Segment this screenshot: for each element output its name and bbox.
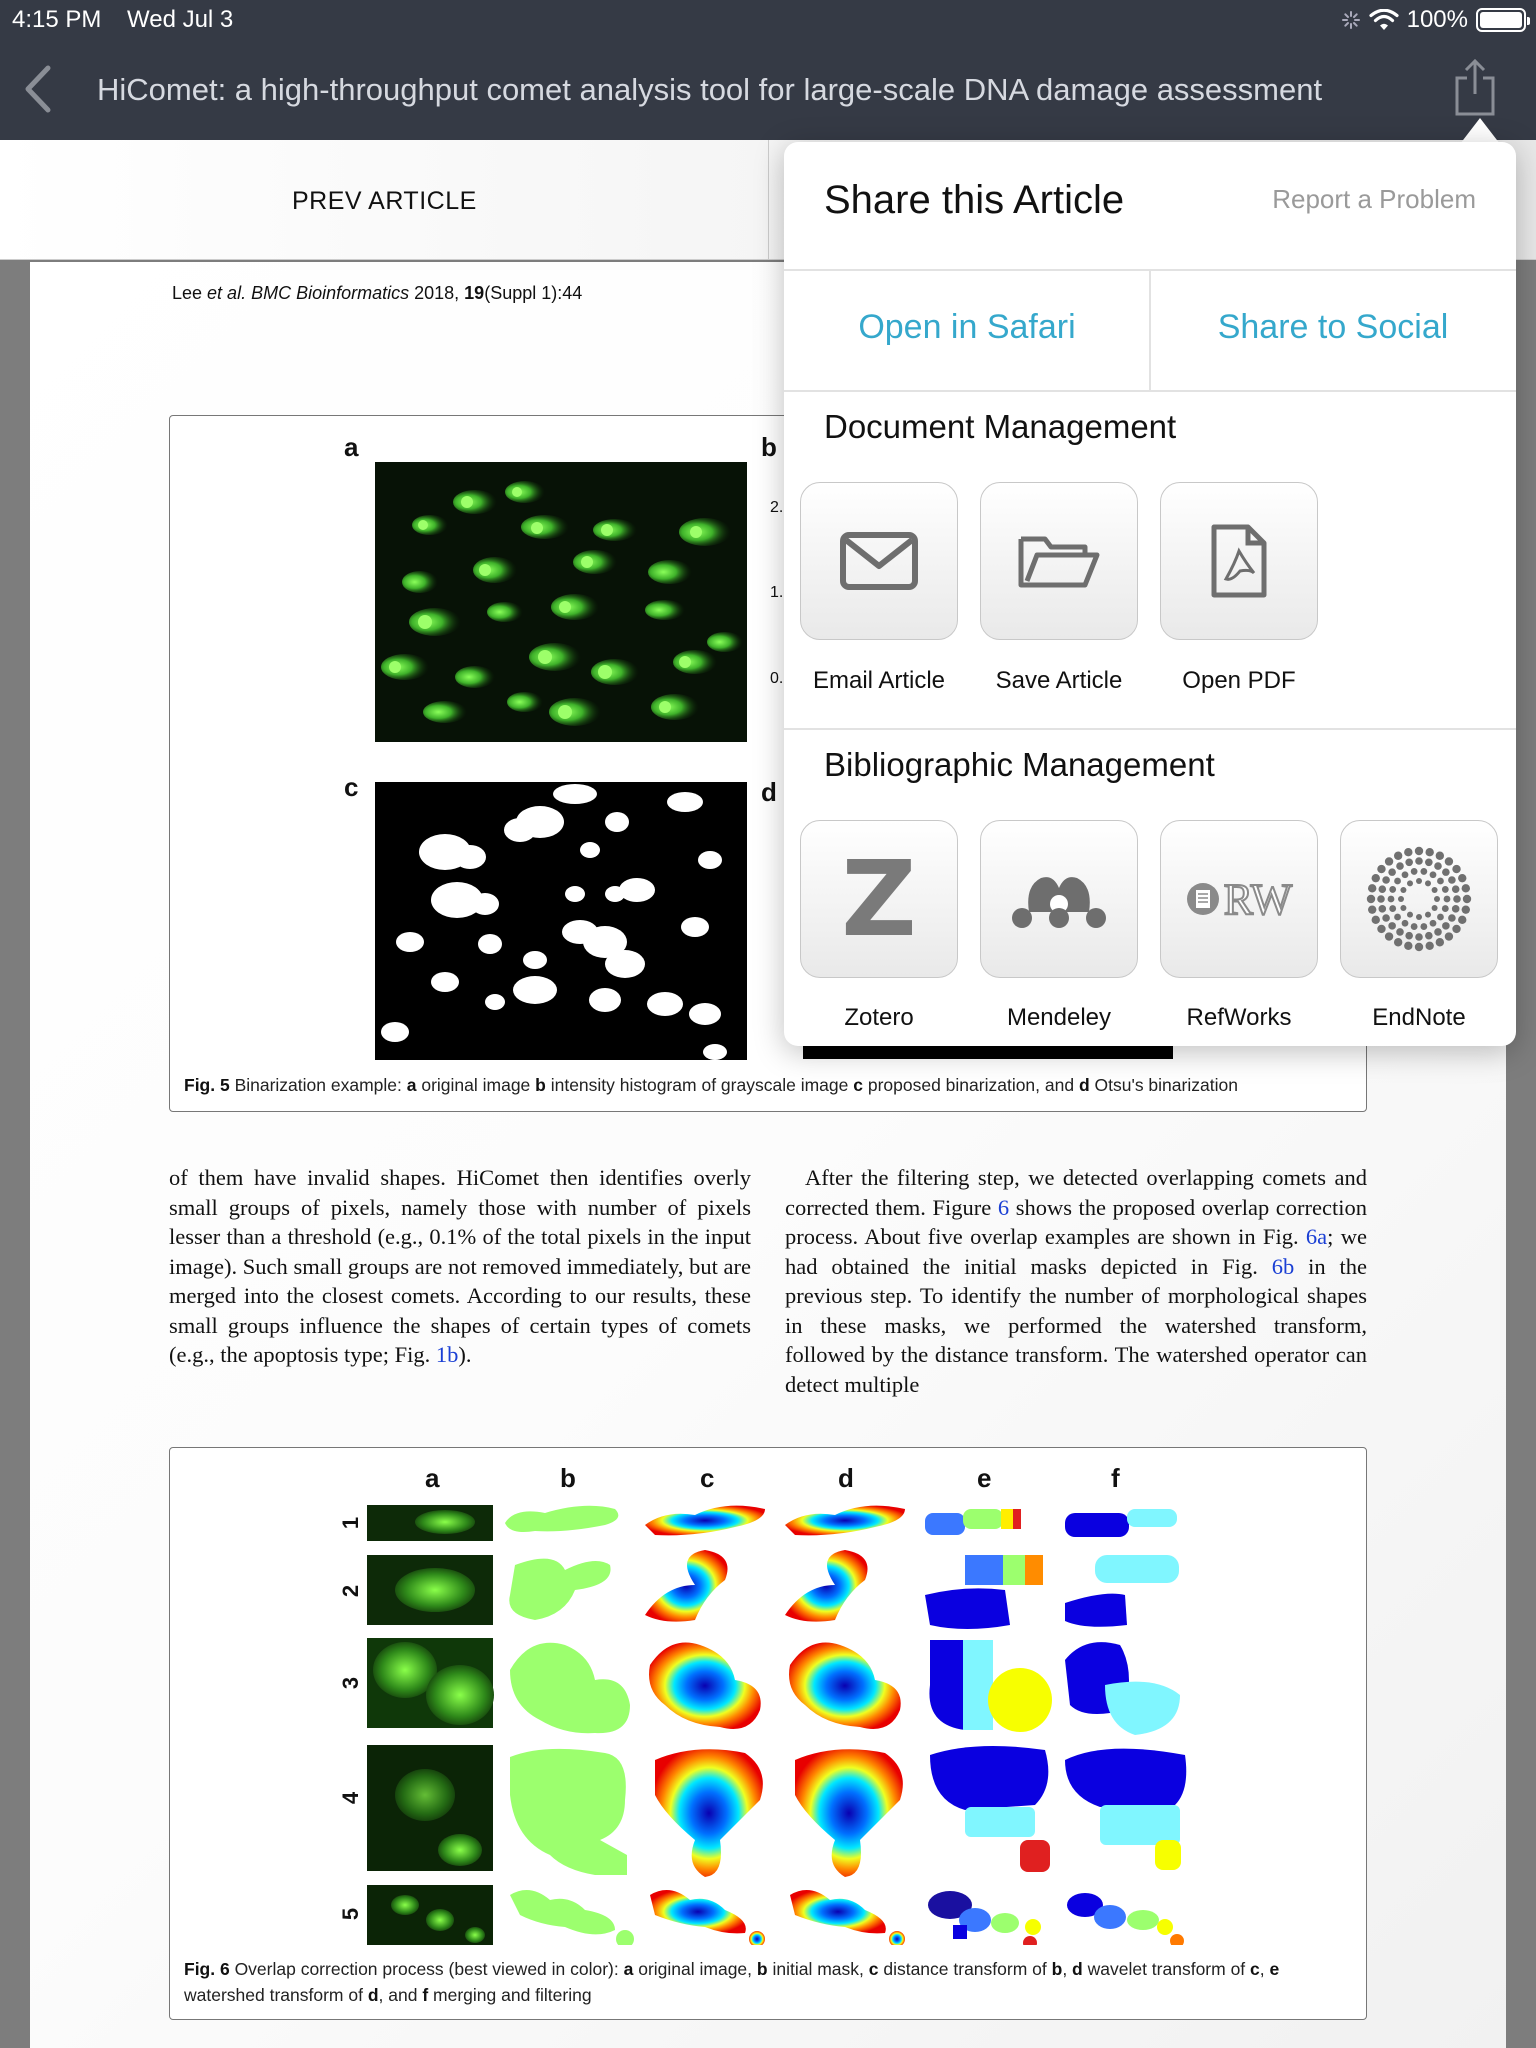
fig6-caption-key: a	[623, 1959, 634, 1979]
fig5-binarized-image	[375, 782, 747, 1060]
fig6-caption-part: ,	[1062, 1959, 1073, 1979]
fig6-caption-part: initial mask,	[767, 1959, 869, 1979]
fig6-caption-key: c	[868, 1959, 879, 1979]
fig6-caption-key: f	[422, 1985, 429, 2005]
fig6-caption-label: Fig. 6	[184, 1959, 230, 1979]
fig6-link[interactable]: 6	[997, 1194, 1010, 1220]
fig5-otsu-image-fragment	[803, 1045, 1173, 1059]
endnote-icon	[1364, 844, 1474, 954]
fig5-tick-3: 0.	[770, 670, 784, 687]
nav-divider	[768, 140, 769, 260]
fig5-letter-c: c	[344, 772, 359, 802]
fig5-caption-parts	[407, 1075, 1238, 1095]
fig5-caption-part: original image	[416, 1075, 536, 1095]
fig6-row-5: 5	[338, 1907, 364, 1921]
right-col-text-1: After the filtering step, we detected overlapping comets and corrected them. Figure	[785, 1165, 1367, 1220]
mendeley-button[interactable]	[980, 820, 1138, 978]
save-article-label: Save Article	[995, 667, 1123, 694]
activity-spinner-icon	[1341, 10, 1361, 30]
fig6-row-1: 1	[338, 1516, 364, 1530]
running-head	[172, 283, 582, 304]
report-problem-button[interactable]: Report a Problem	[1272, 184, 1476, 214]
running-head-journal: BMC Bioinformatics	[246, 283, 410, 303]
fig5-original-image	[375, 462, 747, 742]
document-management-heading: Document Management	[824, 408, 1177, 445]
endnote-button[interactable]	[1340, 820, 1498, 978]
fig6-caption-part: original image,	[633, 1959, 757, 1979]
fig6-caption-part: ,	[1259, 1959, 1270, 1979]
running-head-etal: et al.	[207, 283, 247, 303]
body-column-right	[785, 1163, 1367, 1399]
wifi-icon	[1369, 9, 1399, 31]
divider	[784, 390, 1516, 392]
fig6-row-2: 2	[338, 1584, 364, 1598]
mendeley-label: Mendeley	[1006, 1004, 1112, 1031]
fig6-panels	[365, 1495, 1195, 1945]
open-in-safari-button[interactable]: Open in Safari	[858, 308, 1076, 346]
running-head-year: 2018,	[409, 283, 465, 303]
status-bar	[0, 0, 1536, 40]
zotero-icon: Z	[841, 838, 917, 960]
running-head-suppl: (Suppl 1):44	[484, 283, 583, 303]
fig5-caption-label: Fig. 5	[184, 1075, 230, 1095]
battery-percent: 100%	[1406, 6, 1468, 33]
status-date: Wed Jul 3	[127, 6, 234, 33]
fig6a-link[interactable]: 6a	[1305, 1224, 1328, 1249]
fig1b-link[interactable]: 1b	[435, 1342, 459, 1367]
fig6-col-b: b	[560, 1463, 576, 1493]
fig6-caption-key: b	[756, 1959, 768, 1979]
body-column-left	[169, 1163, 751, 1370]
running-head-volume: 19	[464, 283, 485, 303]
right-col-text-4: in the previous step. To identify the number of morphological shapes in these masks, we performed the watershed transform, followed by the distance transform. The watershed operator can detect multiple	[785, 1253, 1367, 1397]
fig5-tick-2: 1.	[770, 584, 784, 601]
share-title: Share this Article	[824, 178, 1125, 222]
fig6-caption-part: watershed transform of	[184, 1985, 368, 2005]
fig5-letter-b: b	[761, 432, 777, 462]
share-to-social-button[interactable]: Share to Social	[1217, 308, 1449, 346]
fig5-caption-key: c	[853, 1075, 863, 1095]
fig6-caption-key: e	[1269, 1959, 1280, 1979]
fig6-caption-key: d	[367, 1985, 379, 2005]
fig6-caption-key: c	[1250, 1959, 1260, 1979]
fig6-col-c: c	[700, 1463, 715, 1493]
email-article-button[interactable]	[800, 482, 958, 640]
fig5-letter-a: a	[344, 432, 359, 462]
right-col-text-2: shows the proposed overlap correction process. About five overlap examples are shown in Fig.	[785, 1194, 1367, 1249]
fig6-col-f: f	[1111, 1463, 1120, 1493]
fig6-col-a: a	[425, 1463, 440, 1493]
left-col-text: of them have invalid shapes. HiComet then identifies overly small groups of pixels, namely those with number of pixels lesser than a threshold (e.g., 0.1% of the total pixels in the input image). Such small groups are not removed immediately, but are merged into the closest comets. According to our results, these small groups influence the shapes of certain types of comets (e.g., the apoptosis type; Fig.	[169, 1165, 751, 1367]
folder-icon	[1017, 531, 1101, 591]
share-icon[interactable]	[1452, 58, 1498, 118]
mail-icon	[840, 532, 918, 590]
fig6-caption	[184, 1956, 1314, 2008]
fig6-caption-part: wavelet transform of	[1082, 1959, 1251, 1979]
fig5-caption-key: b	[535, 1075, 546, 1095]
pdf-icon	[1210, 523, 1268, 599]
share-popover	[784, 142, 1516, 1046]
fig5-caption-part: proposed binarization, and	[862, 1075, 1079, 1095]
prev-article-button[interactable]: PREV ARTICLE	[292, 187, 477, 215]
fig6-col-d: d	[838, 1463, 854, 1493]
open-pdf-button[interactable]	[1160, 482, 1318, 640]
top-bar	[0, 0, 1536, 140]
fig5-caption-key: a	[406, 1075, 417, 1095]
battery-icon	[1476, 8, 1526, 32]
refworks-logo-text: RW	[1223, 874, 1293, 924]
save-article-button[interactable]	[980, 482, 1138, 640]
fig6-row-3: 3	[338, 1676, 364, 1690]
fig5-letter-d: d	[761, 777, 777, 807]
fig5-caption-key: d	[1078, 1075, 1090, 1095]
mendeley-icon	[1009, 864, 1109, 934]
open-pdf-label: Open PDF	[1182, 667, 1296, 694]
refworks-label: RefWorks	[1186, 1004, 1292, 1031]
right-col-text-3: ; we had obtained the initial masks depicted in Fig.	[785, 1224, 1367, 1279]
fig6-caption-text: Overlap correction process (best viewed in color):	[229, 1959, 624, 1979]
zotero-label: Zotero	[844, 1004, 914, 1031]
back-chevron-icon[interactable]	[18, 62, 62, 116]
left-col-end: ).	[458, 1342, 472, 1367]
running-head-authors: Lee	[172, 283, 208, 303]
fig6-caption-key: d	[1072, 1959, 1083, 1979]
article-title: HiComet: a high-throughput comet analysis tool for large-scale DNA damage assessment	[97, 72, 1323, 107]
divider	[784, 728, 1516, 730]
fig6-caption-part: distance transform of	[878, 1959, 1052, 1979]
status-time: 4:15 PM	[12, 6, 102, 33]
status-right	[1341, 6, 1526, 34]
endnote-label: EndNote	[1372, 1004, 1466, 1031]
fig6-col-e: e	[977, 1463, 992, 1493]
fig5-caption-part: Otsu's binarization	[1089, 1075, 1238, 1095]
fig5-caption-text: Binarization example:	[229, 1075, 407, 1095]
fig5-caption	[184, 1072, 1238, 1098]
fig5-caption-part: intensity histogram of grayscale image	[545, 1075, 854, 1095]
fig6-caption-part: , and	[378, 1985, 423, 2005]
fig6-caption-part: merging and filtering	[428, 1985, 592, 2005]
popover-arrow	[1460, 118, 1500, 144]
bibliographic-management-heading: Bibliographic Management	[824, 746, 1215, 783]
zotero-button[interactable]	[800, 820, 958, 978]
refworks-icon	[1186, 874, 1292, 925]
refworks-button[interactable]	[1160, 820, 1318, 978]
fig5-tick-1: 2.	[770, 499, 784, 516]
email-article-label: Email Article	[812, 667, 946, 694]
fig6-caption-key: b	[1051, 1959, 1063, 1979]
fig6b-link[interactable]: 6b	[1271, 1253, 1295, 1279]
fig6-row-4: 4	[338, 1791, 364, 1805]
